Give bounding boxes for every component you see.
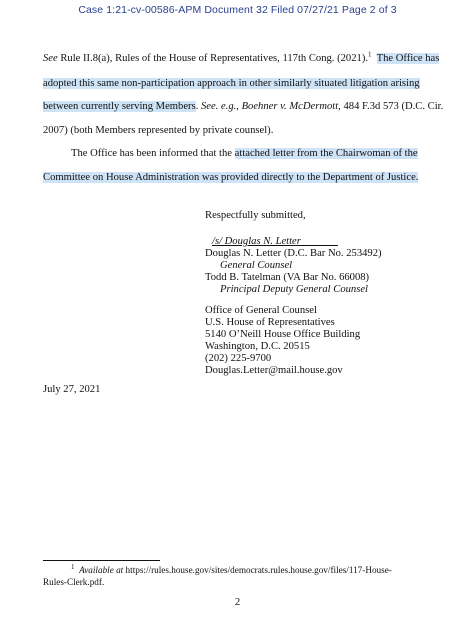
text-fragment: , 484 F.3d 573 (D.C. Cir. xyxy=(338,101,444,112)
footnote-line-2[interactable]: Rules-Clerk.pdf. xyxy=(43,577,105,587)
body-line-6 xyxy=(43,172,418,183)
phone: (202) 225-9700 xyxy=(205,353,272,364)
page-number: 2 xyxy=(234,597,241,608)
footnote-divider xyxy=(43,560,160,561)
body-line-3 xyxy=(43,101,443,112)
attorney-title-1: General Counsel xyxy=(220,260,293,271)
body-line-4: 2007) (both Members represented by private counsel). xyxy=(43,125,274,136)
email[interactable]: Douglas.Letter@mail.house.gov xyxy=(205,365,343,376)
body-line-2 xyxy=(43,78,420,89)
closing: Respectfully submitted, xyxy=(205,210,306,221)
see-signal: See. e.g. xyxy=(200,101,237,112)
footnote-ref[interactable]: 1 xyxy=(368,50,372,59)
case-header: Case 1:21-cv-00586-APM Document 32 Filed 07/27/21 Page 2 of 3 xyxy=(78,4,397,16)
see-signal: See xyxy=(43,53,58,64)
text-fragment: , xyxy=(236,101,242,112)
case-name: Boehner v. McDermott xyxy=(241,101,339,112)
attorney-title-2: Principal Deputy General Counsel xyxy=(220,284,368,295)
office-name: Office of General Counsel xyxy=(205,305,317,316)
city: Washington, D.C. 20515 xyxy=(205,341,310,352)
highlighted-text: between currently serving Members xyxy=(43,101,196,112)
signature-line xyxy=(212,236,338,247)
signature-text: /s/ Douglas N. Letter xyxy=(212,236,301,247)
date: July 27, 2021 xyxy=(43,384,101,395)
footnote-line-1 xyxy=(71,562,392,575)
footnote-url[interactable]: https://rules.house.gov/sites/democrats.rules.house.gov/files/117-House- xyxy=(123,565,392,575)
organization: U.S. House of Representatives xyxy=(205,317,335,328)
footnote-number: 1 xyxy=(71,562,75,571)
building: 5140 O’Neill House Office Building xyxy=(205,329,361,340)
footnote-label: Available at xyxy=(79,565,124,575)
rule-citation: Rule II.8(a), Rules of the House of Representatives, 117th Cong. (2021). xyxy=(57,53,368,64)
attorney-name-2: Todd B. Tatelman (VA Bar No. 66008) xyxy=(205,272,370,283)
highlighted-text: The Office has xyxy=(376,53,440,64)
highlighted-text: adopted this same non-participation approach in other similarly situated litigation arising xyxy=(43,78,420,89)
highlighted-text: Committee on House Administration was provided directly to the Department of Justice. xyxy=(43,172,419,183)
body-line-5 xyxy=(71,148,418,159)
body-line-1 xyxy=(43,50,440,64)
highlighted-text: attached letter from the Chairwoman of the xyxy=(234,148,418,159)
text-fragment: . xyxy=(195,101,201,112)
text-fragment: The Office has been informed that the xyxy=(71,148,235,159)
attorney-name-1: Douglas N. Letter (D.C. Bar No. 253492) xyxy=(205,248,382,259)
